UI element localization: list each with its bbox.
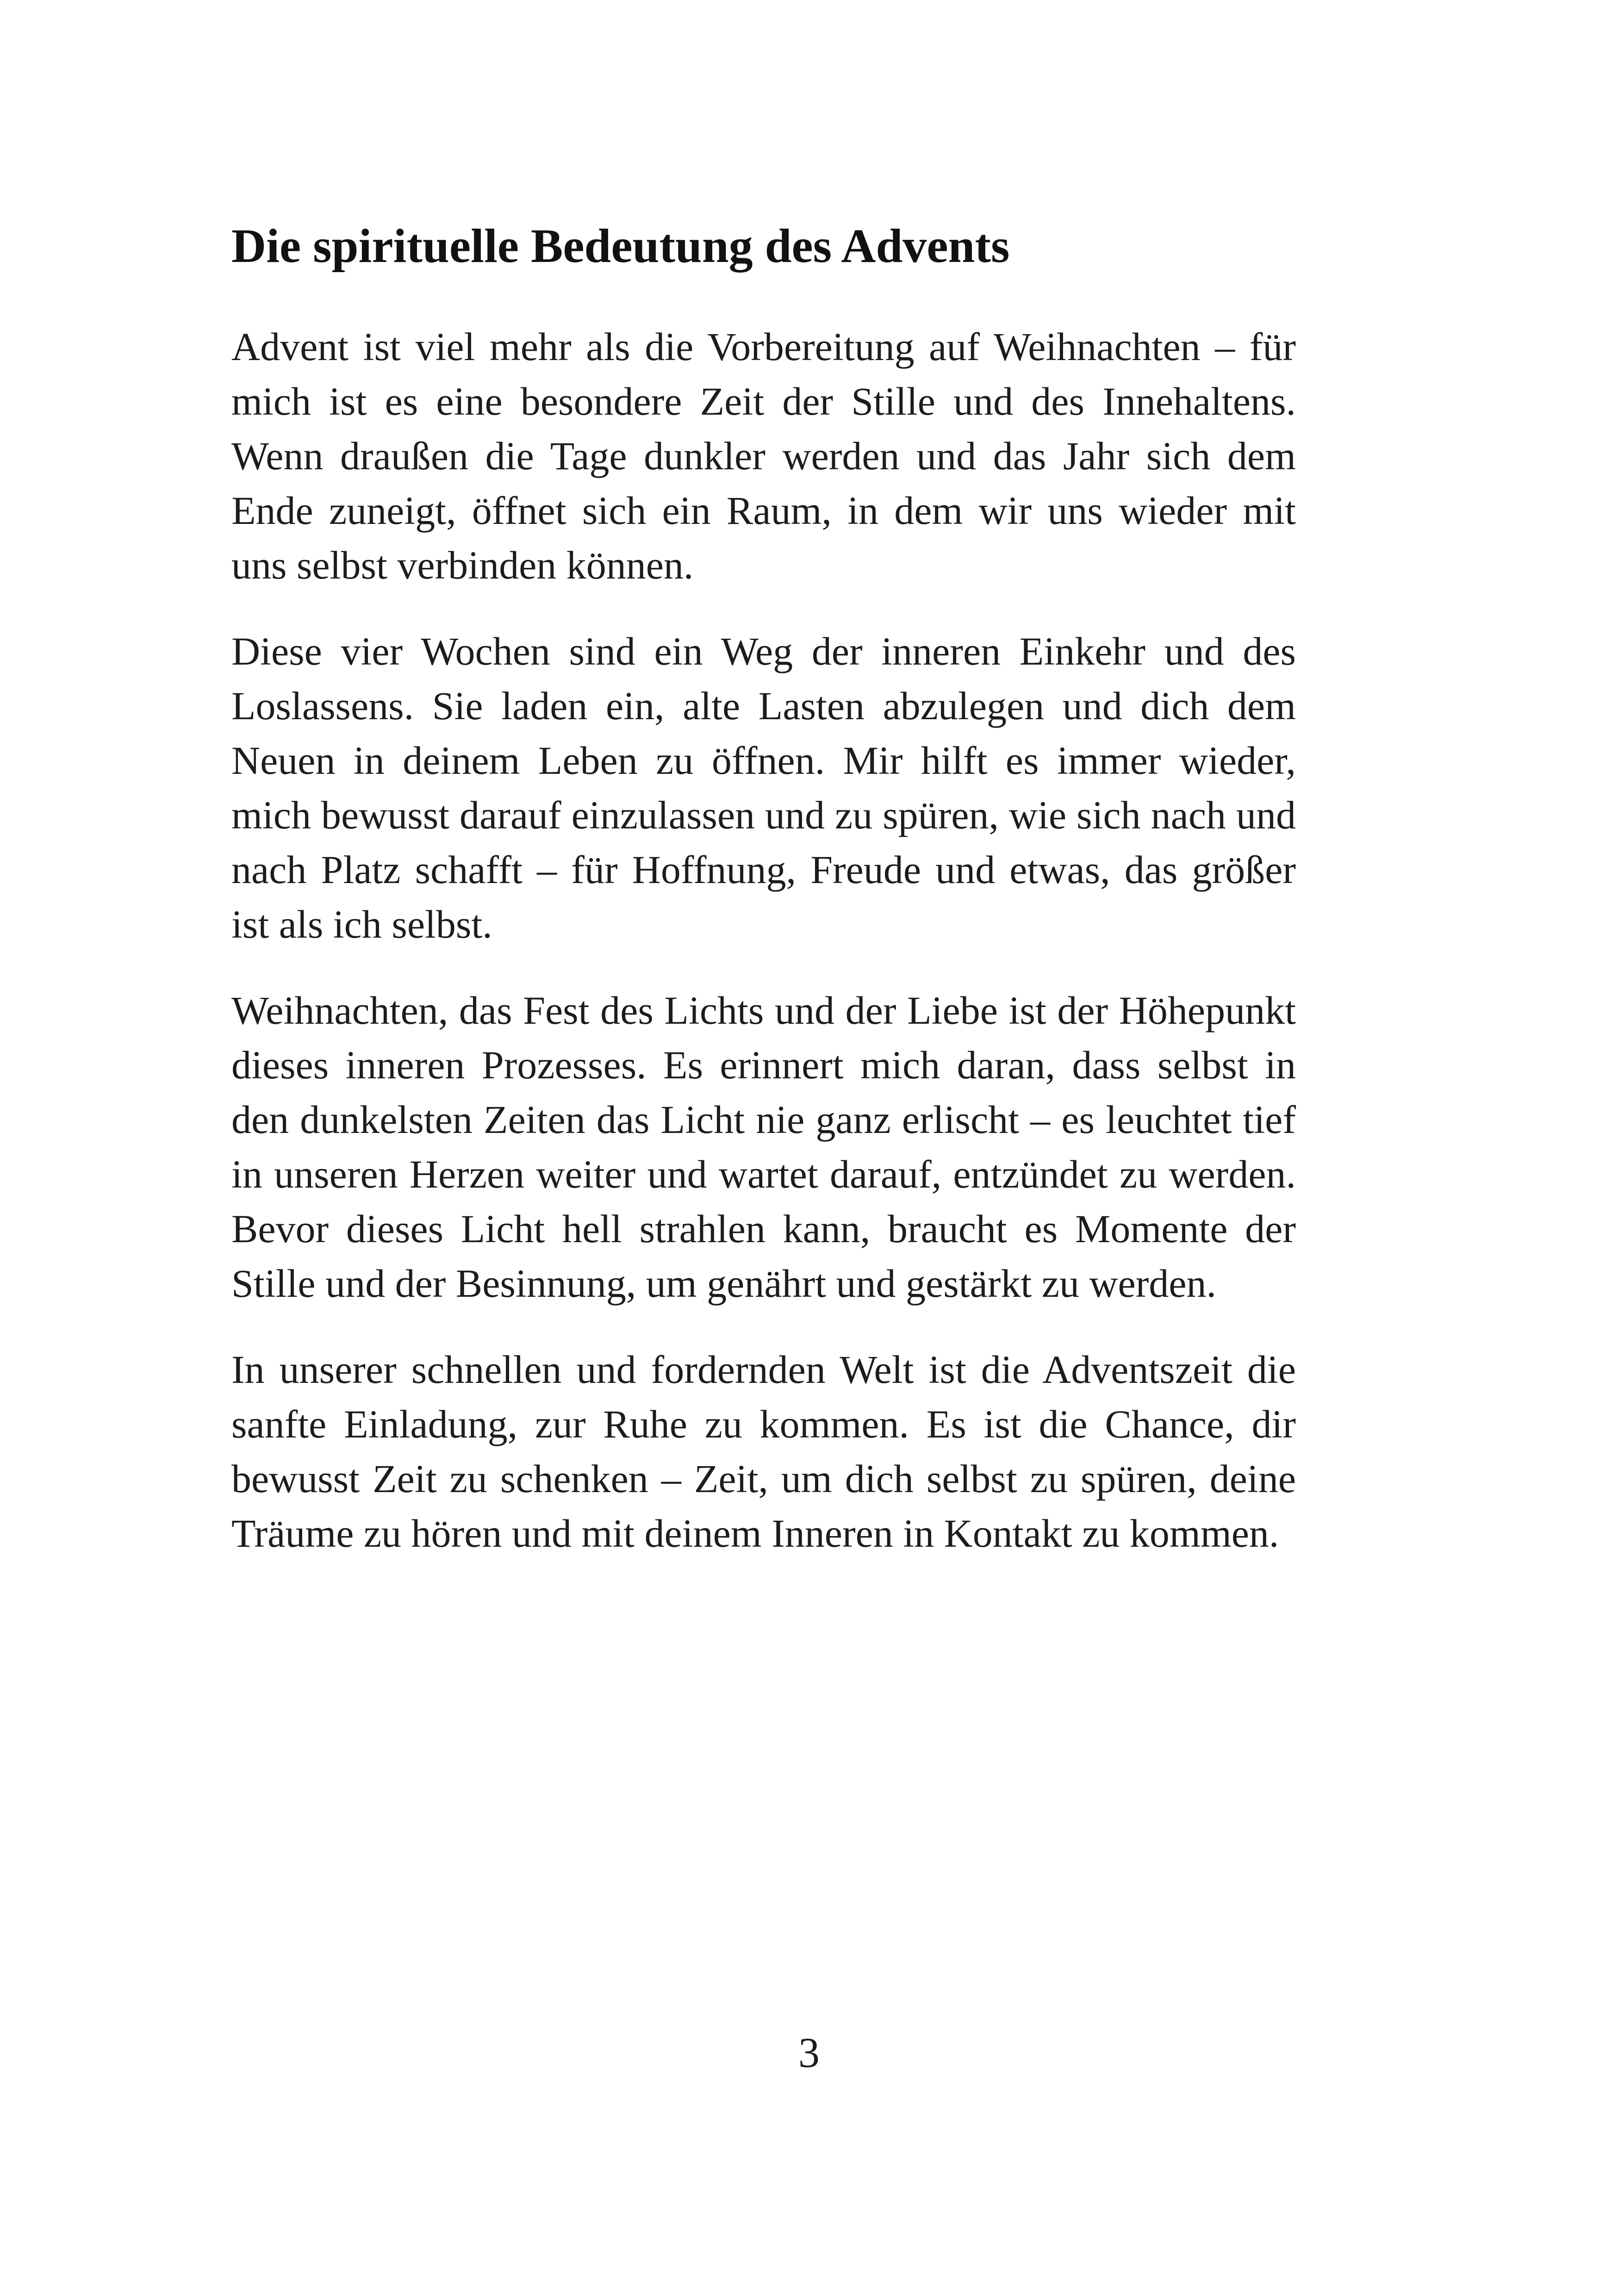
page-number: 3	[798, 2029, 820, 2076]
page-title: Die spirituelle Bedeutung des Advents	[231, 219, 1010, 273]
paragraph-4: In unserer schnellen und fordernden Welt ist die Adventszeit die sanfte Einladung, zur Ruhe zu kommen. Es ist die Chance, dir bewusst Zeit zu schenken – Zeit, um dich selbst zu spüren, deine Träume zu hören und mit deinem Inneren in Kontakt zu kommen.	[231, 1347, 1296, 1556]
paragraph-1: Advent ist viel mehr als die Vorbereitung auf Weihnachten – für mich ist es eine besondere Zeit der Stille und des Innehaltens. Wenn draußen die Tage dunkler werden und das Jahr sich dem Ende zuneigt, öffnet sich ein Raum, in dem wir uns wieder mit uns selbst verbinden können.	[231, 324, 1296, 587]
paragraph-3: Weihnachten, das Fest des Lichts und der Liebe ist der Höhepunkt dieses inneren Prozesses. Es erinnert mich daran, dass selbst in den dunkelsten Zeiten das Licht nie ganz erlischt – es leuchtet tief in unseren Herzen weiter und wartet darauf, entzündet zu werden. Bevor dieses Licht hell strahlen kann, braucht es Momente der Stille und der Besinnung, um genährt und gestärkt zu werden.	[231, 988, 1296, 1306]
paragraph-2: Diese vier Wochen sind ein Weg der inneren Einkehr und des Loslassens. Sie laden ein, alte Lasten abzulegen und dich dem Neuen in deinem Leben zu öffnen. Mir hilft es immer wieder, mich bewusst darauf einzulassen und zu spüren, wie sich nach und nach Platz schafft – für Hoffnung, Freude und etwas, das größer ist als ich selbst.	[231, 629, 1296, 946]
body-text	[231, 319, 1296, 1592]
